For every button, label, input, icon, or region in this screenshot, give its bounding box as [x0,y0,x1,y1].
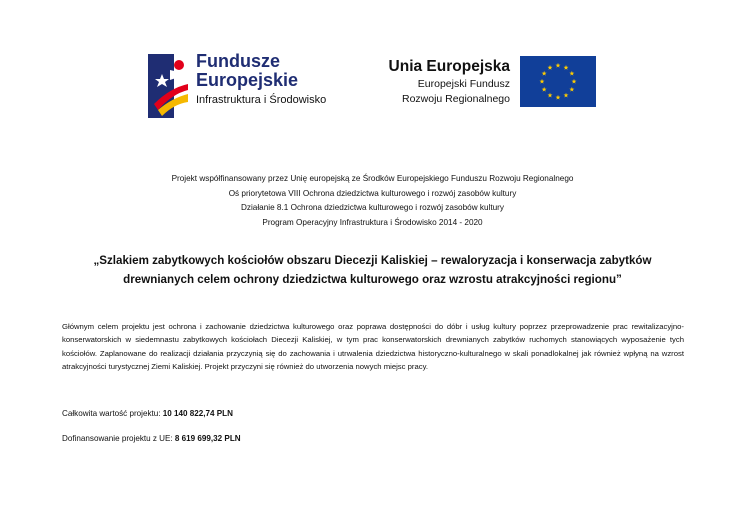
eu-flag-icon [520,56,596,107]
eu-funding-amount: 8 619 699,32 PLN [174,434,241,443]
fe-title-line1: Fundusze [196,51,280,71]
fe-title-line2: Europejskie [196,70,299,90]
ue-subtitle-line2: Rozwoju Regionalnego [402,93,510,105]
project-title [40,251,705,289]
total-value-amount: 10 140 822,74 PLN [162,409,233,418]
unia-europejska-text [380,58,510,106]
funding-line-3: Działanie 8.1 Ochrona dziedzictwa kulturowego i rozwój zasobów kultury [240,203,505,212]
fe-subtitle: Infrastruktura i Środowisko [196,94,327,106]
total-value-line [62,409,233,418]
eu-funding-line [62,434,241,443]
funding-info [0,172,745,230]
fundusze-europejskie-text [196,52,326,107]
funding-line-1: Projekt współfinansowany przez Unię europejską ze Środków Europejskiego Funduszu Rozwoju Regionalnego [171,174,574,183]
funding-line-4: Program Operacyjny Infrastruktura i Środowisko 2014 - 2020 [262,217,483,227]
funding-line-2: Oś priorytetowa VIII Ochrona dziedzictwa kulturowego i rozwój zasobów kultury [228,188,517,198]
total-value-label: Całkowita wartość projektu: [62,409,163,418]
ue-title: Unia Europejska [388,58,510,75]
project-description: Głównym celem projektu jest ochrona i zachowanie dziedzictwa kulturowego oraz poprawa dostępności do dóbr i usług kultury poprzez przeprowadzenie prac rewitalizacyjno-konserwatorskich w siedemnastu zabytkowych kościołach Diecezji Kaliskiej, w tym prac konserwatorskich drewnianych zabytków ruchomych stanowiących wyposażenie tych kościołów. Zaplanowane do realizacji działania przyczynią się do zachowania i utrwalenia dziedzictwa historyczno-kulturalnego w skali ponadlokalnej jak również wpłyną na wzrost atrakcyjności turystycznej Ziemi Kaliskiej. Projekt przyczyni się również do utworzenia nowych miejsc pracy. [62,322,684,372]
eu-funding-label: Dofinansowanie projektu z UE: [62,434,175,443]
logo-bar [0,0,745,140]
ue-subtitle-line1: Europejski Fundusz [417,78,510,90]
project-title-line-1: „Szlakiem zabytkowych kościołów obszaru Diecezji Kaliskiej – rewaloryzacja i konserwacja zabytków [93,254,652,267]
project-title-line-2: drewnianych celem ochrony dziedzictwa kulturowego oraz wzrostu atrakcyjności regionu” [123,273,622,286]
